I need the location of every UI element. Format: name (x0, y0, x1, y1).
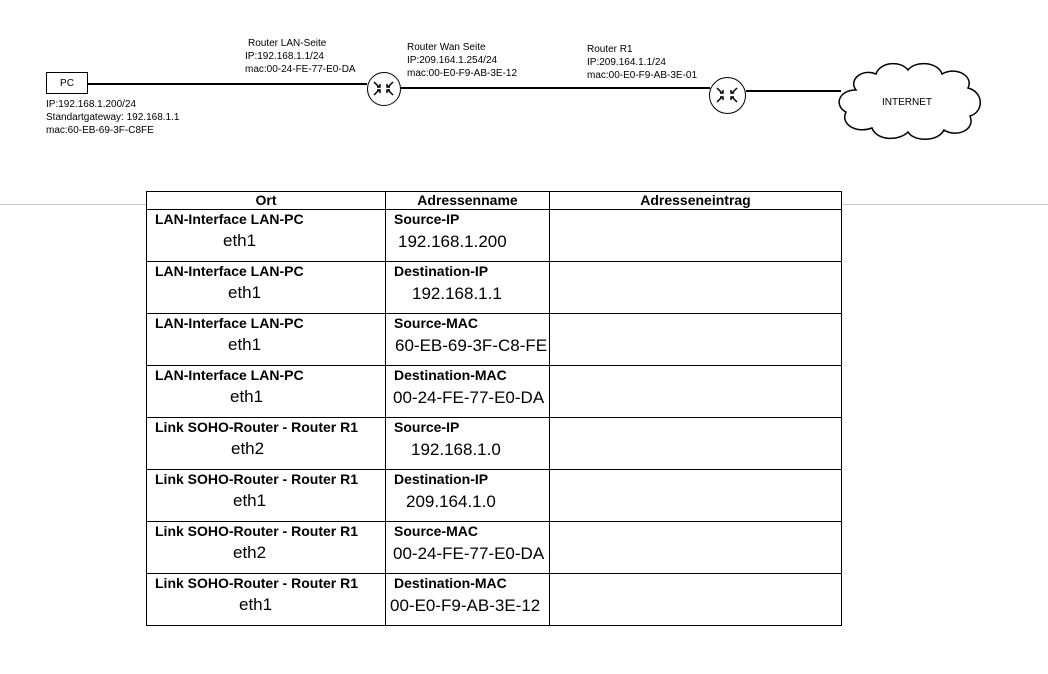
address-name-text: Source-MAC (394, 523, 479, 539)
table-row (147, 522, 842, 574)
address-entry-cell[interactable] (550, 314, 842, 366)
header-ort: Ort (147, 192, 386, 210)
ort-text: LAN-Interface LAN-PC (155, 263, 304, 279)
address-value-text: 192.168.1.200 (398, 232, 507, 251)
router-lan-ip: IP:192.168.1.1/24 (245, 51, 324, 62)
address-name-text: Destination-MAC (394, 575, 507, 591)
address-name-cell (386, 210, 550, 262)
ort-text: Link SOHO-Router - Router R1 (155, 523, 359, 539)
ort-cell (147, 574, 386, 626)
table-row (147, 210, 842, 262)
router-r1-info (587, 43, 697, 82)
address-name-cell (386, 522, 550, 574)
address-name-text: Destination-IP (394, 263, 489, 279)
ort-text: LAN-Interface LAN-PC (155, 367, 304, 383)
address-value-text: 192.168.1.1 (412, 284, 502, 303)
header-adressenname: Adressenname (386, 192, 550, 210)
link-pc-router (88, 83, 367, 85)
pc-ip: IP:192.168.1.200/24 (46, 99, 137, 110)
address-entry-cell[interactable] (550, 470, 842, 522)
link-router-r1 (401, 87, 710, 89)
router-wan-info (407, 41, 517, 80)
table-row (147, 470, 842, 522)
address-entry-cell[interactable] (550, 522, 842, 574)
soho-router-icon (367, 72, 401, 106)
address-entry-cell[interactable] (550, 210, 842, 262)
router-wan-mac: mac:00-E0-F9-AB-3E-12 (407, 68, 518, 79)
router-r1-title: Router R1 (587, 44, 633, 55)
address-name-text: Source-IP (394, 211, 460, 227)
interface-text: eth1 (228, 283, 262, 302)
address-value-text: 209.164.1.0 (406, 492, 496, 511)
address-value-text: 00-E0-F9-AB-3E-12 (390, 596, 541, 615)
table-row (147, 366, 842, 418)
ort-text: LAN-Interface LAN-PC (155, 315, 304, 331)
ort-cell (147, 210, 386, 262)
router-lan-info (245, 37, 356, 76)
router-wan-ip: IP:209.164.1.254/24 (407, 55, 498, 66)
address-table (146, 191, 842, 626)
address-value-text: 60-EB-69-3F-C8-FE (395, 336, 548, 355)
ort-cell (147, 314, 386, 366)
ort-cell (147, 366, 386, 418)
address-name-cell (386, 366, 550, 418)
interface-text: eth1 (228, 335, 262, 354)
link-r1-internet (746, 90, 841, 92)
address-name-text: Destination-MAC (394, 367, 507, 383)
address-name-text: Source-MAC (394, 315, 479, 331)
table-row (147, 262, 842, 314)
interface-text: eth2 (231, 439, 265, 458)
header-adresseneintrag: Adresseneintrag (550, 192, 842, 210)
pc-info (46, 98, 179, 137)
router-lan-title: Router LAN-Seite (248, 38, 327, 49)
ort-text: Link SOHO-Router - Router R1 (155, 419, 359, 435)
address-entry-cell[interactable] (550, 262, 842, 314)
address-name-cell (386, 470, 550, 522)
router-wan-title: Router Wan Seite (407, 42, 486, 53)
address-name-cell (386, 262, 550, 314)
address-name-cell (386, 574, 550, 626)
ort-cell (147, 470, 386, 522)
address-value-text: 00-24-FE-77-E0-DA (393, 544, 545, 563)
pc-label: PC (60, 77, 74, 89)
ort-text: Link SOHO-Router - Router R1 (155, 575, 359, 591)
table-header-row (147, 192, 842, 210)
ort-cell (147, 262, 386, 314)
router-r1-icon (709, 77, 746, 114)
table-row (147, 314, 842, 366)
address-value-text: 00-24-FE-77-E0-DA (393, 388, 545, 407)
ort-cell (147, 418, 386, 470)
address-name-cell (386, 418, 550, 470)
address-value-text: 192.168.1.0 (411, 440, 501, 459)
interface-text: eth1 (230, 387, 264, 406)
pc-node (46, 72, 88, 94)
interface-text: eth1 (223, 231, 257, 250)
router-r1-ip: IP:209.164.1.1/24 (587, 57, 666, 68)
table-row (147, 418, 842, 470)
address-name-text: Source-IP (394, 419, 460, 435)
pc-mac: mac:60-EB-69-3F-C8FE (46, 125, 154, 136)
address-entry-cell[interactable] (550, 366, 842, 418)
router-lan-mac: mac:00-24-FE-77-E0-DA (245, 64, 356, 75)
ort-cell (147, 522, 386, 574)
interface-text: eth1 (239, 595, 273, 614)
address-name-cell (386, 314, 550, 366)
address-entry-cell[interactable] (550, 574, 842, 626)
interface-text: eth1 (233, 491, 267, 510)
ort-text: LAN-Interface LAN-PC (155, 211, 304, 227)
address-entry-cell[interactable] (550, 418, 842, 470)
table-row (147, 574, 842, 626)
address-name-text: Destination-IP (394, 471, 489, 487)
router-r1-mac: mac:00-E0-F9-AB-3E-01 (587, 70, 698, 81)
internet-label: INTERNET (882, 97, 932, 108)
interface-text: eth2 (233, 543, 267, 562)
pc-gateway: Standartgateway: 192.168.1.1 (46, 112, 180, 123)
ort-text: Link SOHO-Router - Router R1 (155, 471, 359, 487)
